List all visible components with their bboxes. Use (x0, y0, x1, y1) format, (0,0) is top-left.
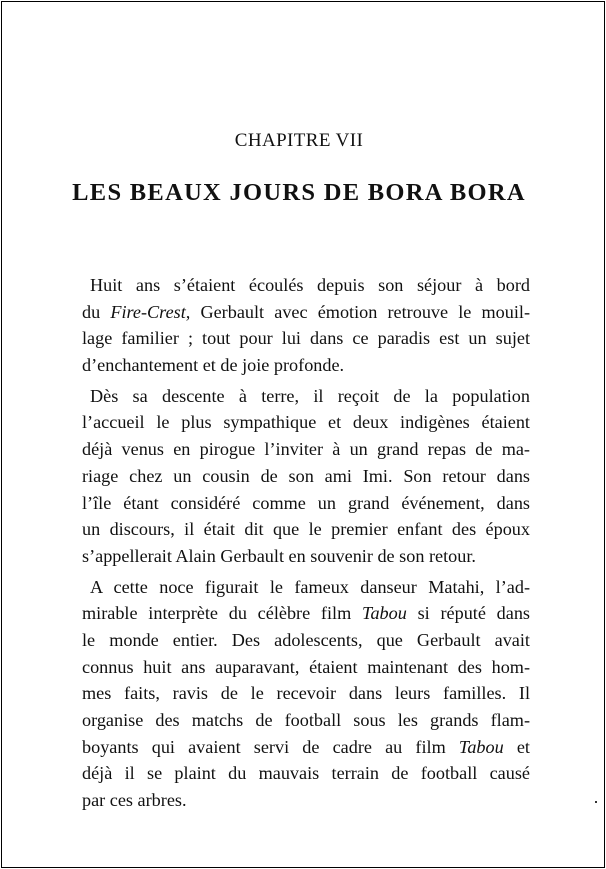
ship-name: Fire-Crest, (110, 301, 191, 322)
text-run: s’appellerait Alain Gerbault en souvenir de son retour. (82, 545, 476, 566)
film-title: Tabou (362, 603, 407, 624)
text-run: du (82, 301, 111, 322)
text-run: lage familier ; tout pour lui dans ce paradis est un sujet (82, 328, 530, 349)
text-line (82, 707, 530, 734)
text-line (82, 543, 530, 570)
text-run: mirable interprète du célèbre film (82, 603, 362, 624)
text-line (82, 383, 530, 410)
scan-speck (595, 801, 597, 803)
text-run: Dès sa descente à terre, il reçoit de la population (90, 385, 530, 406)
text-run: mes faits, ravis de le recevoir dans leurs familles. Il (82, 683, 530, 704)
text-line (82, 325, 530, 352)
film-title: Tabou (458, 736, 504, 757)
text-run: l’accueil le plus sympathique et deux indigènes étaient (82, 412, 530, 433)
text-line (82, 654, 530, 681)
text-run: le monde entier. Des adolescents, que Gerbault avait (82, 629, 530, 650)
text-line (82, 787, 530, 814)
text-run: par ces arbres. (82, 790, 187, 811)
text-line (82, 760, 530, 787)
paragraph-1 (82, 272, 530, 379)
text-run: connus huit ans auparavant, étaient maintenant des hom- (82, 656, 530, 677)
paragraph-2 (82, 383, 530, 570)
text-line (82, 734, 530, 761)
chapter-number: CHAPITRE VII (234, 130, 364, 151)
text-run: et (503, 736, 530, 757)
text-run: d’enchantement et de joie profonde. (82, 355, 345, 376)
text-run: riage chez un cousin de son ami Imi. Son retour dans (82, 465, 530, 486)
text-line (82, 516, 530, 543)
text-run: un discours, il était dit que le premier enfant des époux (82, 519, 530, 540)
text-line (82, 272, 530, 299)
paragraph-3 (82, 574, 530, 814)
text-run: organise des matchs de football sous les grands flam- (82, 710, 530, 730)
text-line (82, 409, 530, 436)
body-text (82, 272, 530, 814)
text-line (82, 463, 530, 490)
chapter-title: LES BEAUX JOURS DE BORA BORA (72, 179, 526, 206)
text-line (82, 600, 530, 627)
text-line (82, 627, 530, 654)
text-run: si réputé dans (406, 603, 531, 624)
text-run: Gerbault avec émotion retrouve le mouil- (190, 301, 531, 322)
text-line (82, 680, 530, 707)
text-run: Huit ans s’étaient écoulés depuis son séjour à bord (90, 275, 530, 295)
text-line (82, 299, 530, 326)
text-run: A cette noce figurait le fameux danseur Matahi, l’ad- (90, 576, 530, 597)
text-run: déjà il se plaint du mauvais terrain de football causé (82, 763, 530, 784)
text-run: l’île étant considéré comme un grand événement, dans (82, 492, 530, 513)
text-line (82, 490, 530, 517)
text-line (82, 436, 530, 463)
text-run: déjà venus en pirogue l’inviter à un grand repas de ma- (82, 439, 530, 460)
text-run: boyants qui avaient servi de cadre au film (82, 736, 459, 757)
text-line (82, 574, 530, 601)
text-line (82, 352, 530, 379)
book-page (1, 1, 605, 868)
